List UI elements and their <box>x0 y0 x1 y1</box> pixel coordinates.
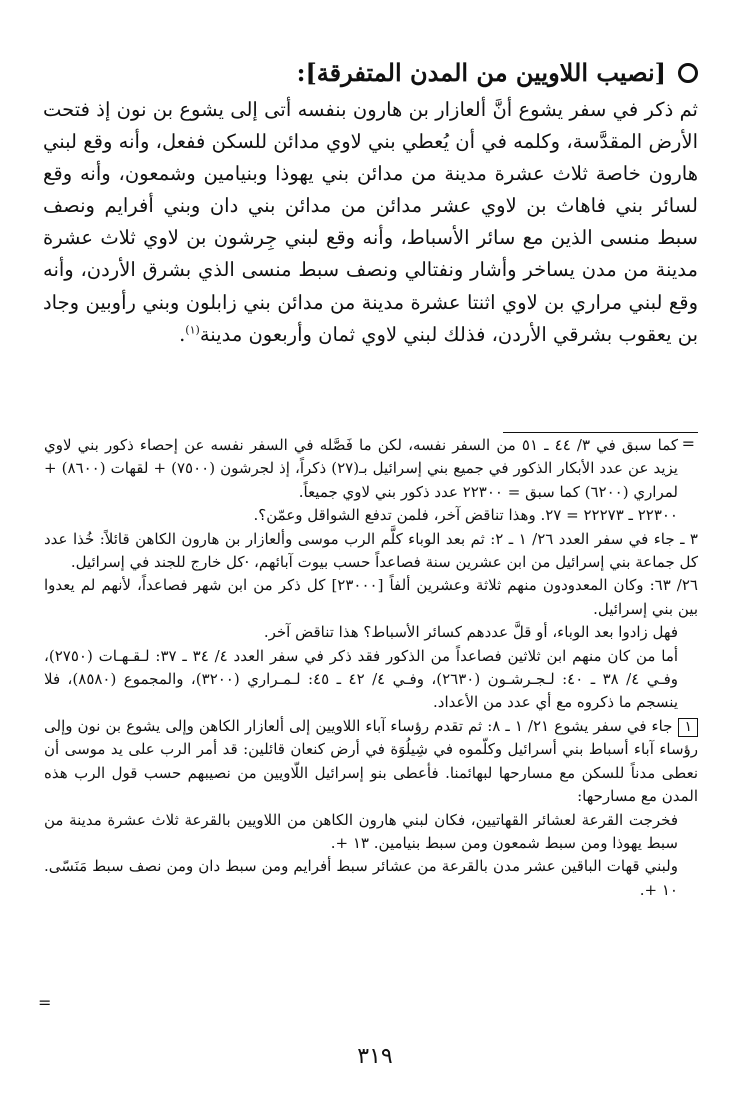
footnote-paragraph: ٢٦/ ٦٣: وكان المعدودون منهم ثلاثة وعشرين ألفاً [٢٣٠٠٠] كل ذكر من ابن شهر فصاعداً، لأنهم لم يعدوا بين بني إسرائيل. <box>44 576 698 618</box>
footnote-number-box: ١ <box>678 718 698 737</box>
footnote-continued-mark: = <box>681 434 695 453</box>
footnote-paragraph: ٢٢٣٠٠ ـ ٢٢٢٧٣ = ٢٧. وهذا تناقض آخر، فلمن تدفع الشواقل وعمّن؟. <box>253 506 678 525</box>
main-paragraph-text: ثم ذكر في سفر يشوع أنَّ ألعازار بن هارون بنفسه أتى إلى يشوع بن نون إذ فتحت الأرض المقدَّسة، وكلمه في أن يُعطي بني لاوي مدائن للسكن ففعل، وأنه وقع لبني هارون خاصة ثلاث عشرة مدينة من مدائن بني يهوذا وبنيامين وشمعون، وأنه وقع لسائر بني فاهاث بن لاوي عشر مدائن من مدائن بني دان وبني أفرايم ونصف سبط منسى الذين مع سائر الأسباط، وأنه وقع لبني جِرشون بن لاوي ثلاث عشرة مدينة من مدن يساخر وأشار ونفتالي ونصف سبط منسى الذي بشرق الأردن، وأنه وقع لبني مراري بن لاوي اثنتا عشرة مدينة من مدائن بني زابلون وبني رأوبين وجاد بن يعقوب بشرقي الأردن، فذلك لبني لاوي ثمان وأربعون مدينة <box>43 98 698 346</box>
footnote-paragraph: ولبني قهات الباقين عشر مدن بالقرعة من عشائر سبط أفرايم ومن سبط دان ومن نصف سبط مَنَسّى. ١٠ +. <box>44 857 678 899</box>
paragraph-end: . <box>179 322 186 346</box>
footnote-continues-mark: = <box>38 993 52 1012</box>
page-number: ٣١٩ <box>357 1044 393 1069</box>
main-paragraph <box>43 94 698 351</box>
footnote-entry-1 <box>44 715 698 809</box>
footnotes-section <box>44 434 698 902</box>
footnote-paragraph: كما سبق في ٣/ ٤٤ ـ ٥١ من السفر نفسه، لكن ما فَصَّله في السفر نفسه عن إحصاء ذكور بني لاوي يزيد عن عدد الأبكار الذكور في جميع بني إسرائيل بـ(٢٧) ذكراً، إذ لجرشون (٧٥٠٠) + لقهات (٨٦٠٠) + لمراري (٦٢٠٠) كما سبق = ٢٢٣٠٠ عدد ذكور بني لاوي جميعاً. <box>44 436 679 501</box>
footnote-paragraph: فهل زادوا بعد الوباء، أو قلَّ عددهم كسائر الأسباط؟ هذا تناقض آخر. <box>263 623 678 642</box>
section-heading-text: [نصيب اللاويين من المدن المتفرقة]: <box>296 58 666 87</box>
footnote-separator <box>503 432 698 433</box>
footnote-paragraph: ٣ ـ جاء في سفر العدد ٢٦/ ١ ـ ٢: ثم بعد الوباء كلَّم الرب موسى وألعازار بن هارون الكاهن قائلاً: خُذا عدد كل جماعة بني إسرائيل من ابن عشرين سنة فصاعداً حسب بيوت آبائهم، ·كل خارج للجند في إسرائيل. <box>44 529 698 572</box>
circle-bullet-icon <box>678 63 698 83</box>
footnote-paragraph: أما من كان منهم ابن ثلاثين فصاعداً من الذكور فقد ذكر في سفر العدد ٤/ ٣٤ ـ ٣٧: لـقـهـات (٢٧٥٠)، وفـي ٤/ ٣٨ ـ ٤٠: لـجـرشـون (٢٦٣٠)، وفـي ٤/ ٤٢ ـ ٤٥: لـمـراري (٣٢٠٠)، والمجموع (٨٥٨٠)، فلا ينسجم ما ذكروه مع أي عدد من الأعداد. <box>44 646 679 712</box>
footnote-paragraph: جاء في سفر يشوع ٢١/ ١ ـ ٨: ثم تقدم رؤساء آباء اللاويين إلى ألعازار الكاهن وإلى يشوع بن نون وإلى رؤساء آباء أسباط بني أسرائيل وكلّموه في شِيلُوَة في أرض كنعان قائلين: قد أمر الرب على يد موسى أن نعطى مدناً للسكن مع مسارحها لبهائمنا. فأعطى بنو إسرائيل اللّاويين من نصيبهم حسب قول الرب هذه المدن مع مسارحها: <box>44 716 698 806</box>
footnote-paragraph: فخرجت القرعة لعشائر القهاتيين، فكان لبني هارون الكاهن من اللاويين بالقرعة ثلاث عشرة مدينة من سبط يهوذا ومن سبط شمعون ومن سبط بنيامين. ١٣ +. <box>44 810 678 852</box>
footnote-reference: (١) <box>185 323 200 337</box>
section-heading <box>48 56 698 90</box>
